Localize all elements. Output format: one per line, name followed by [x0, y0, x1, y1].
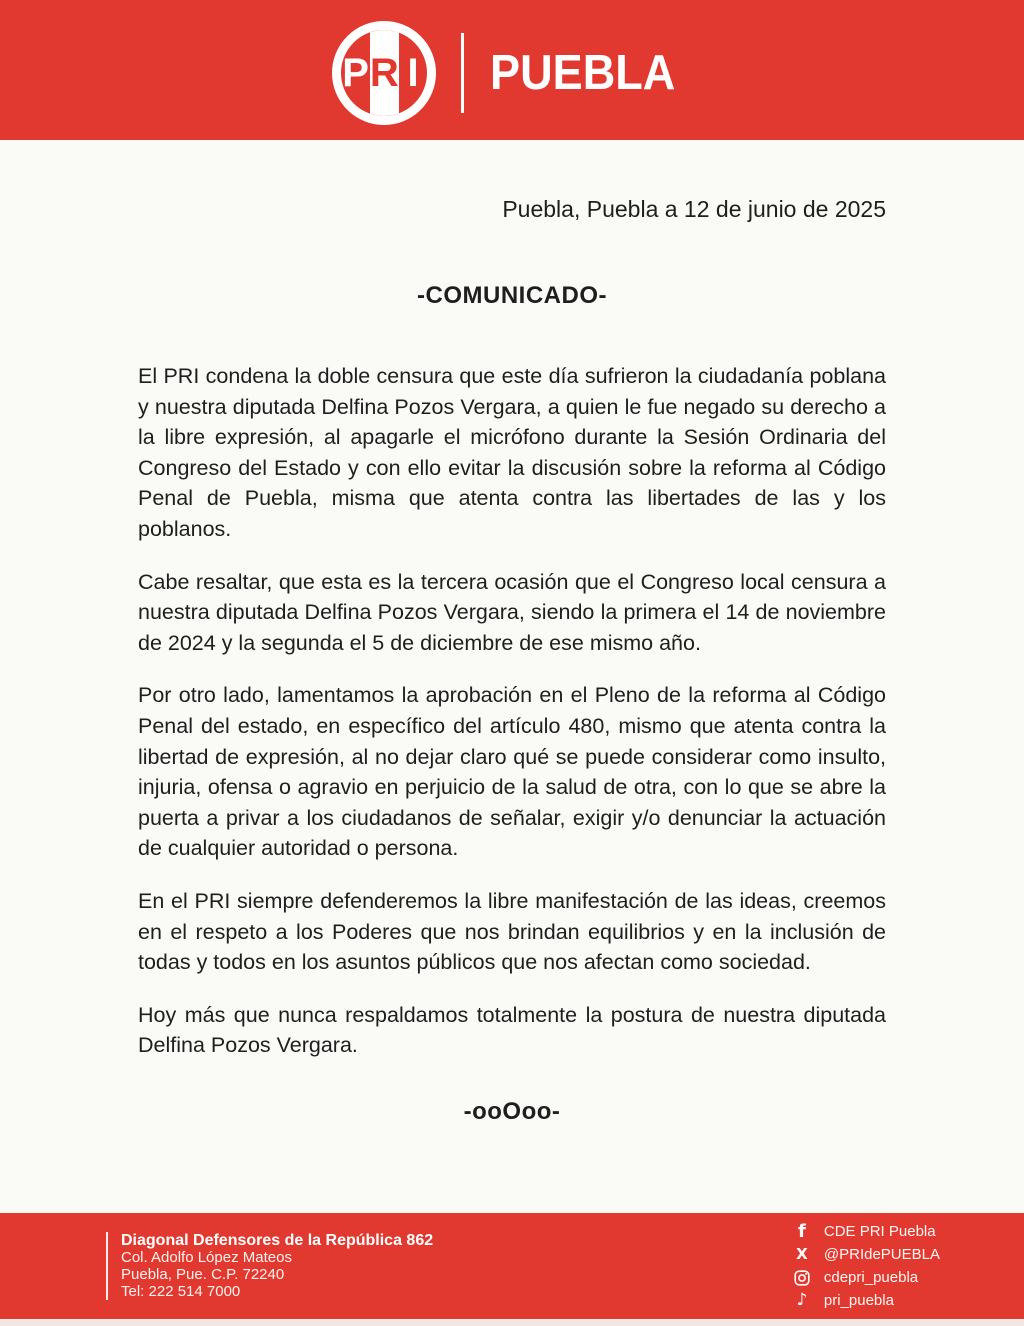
comunicado-title: -COMUNICADO-: [417, 282, 607, 309]
page-bottom-edge: [0, 1319, 1024, 1326]
instagram-icon: [792, 1269, 812, 1286]
pri-logo-icon: [332, 21, 436, 125]
paragraph-5: Hoy más que nunca respaldamos totalmente la postura de nuestra diputada Delfina Pozos Vergara.: [138, 1002, 886, 1058]
footer-band: [0, 1213, 1024, 1319]
address-block: [106, 1232, 433, 1300]
address-neighborhood: Col. Adolfo López Mateos: [121, 1249, 292, 1266]
instagram-handle: cdepri_puebla: [823, 1269, 919, 1286]
paragraph-4: En el PRI siempre defenderemos la libre manifestación de las ideas, creemos en el respeto a los Poderes que nos brindan equilibrios y en la inclusión de todas y todos en los asuntos públicos que nos afectan como sociedad.: [138, 888, 886, 975]
address-street: Diagonal Defensores de la República 862: [121, 1232, 434, 1249]
logo-separator: [461, 33, 464, 113]
header-band: [0, 0, 1024, 140]
logo-letter-i: I: [407, 51, 419, 95]
letter-body: [0, 140, 1024, 1213]
paragraph-2: Cabe resaltar, que esta es la tercera ocasión que el Congreso local censura a nuestra diputada Delfina Pozos Vergara, siendo la primera el 14 de noviembre de 2024 y la segunda el 5 de diciembre de ese mismo año.: [138, 569, 886, 655]
social-list: [792, 1220, 940, 1310]
x-handle: @PRIdePUEBLA: [823, 1246, 940, 1263]
brand-region-name: PUEBLA: [490, 45, 676, 100]
address-city-zip: Puebla, Pue. C.P. 72240: [121, 1266, 285, 1283]
footer: [0, 1213, 1024, 1326]
paragraph-1: El PRI condena la doble censura que este día sufrieron la ciudadanía poblana y nuestra diputada Delfina Pozos Vergara, a quien le fue negado su derecho a la libre expresión, al apagarle el micrófono durante la Sesión Ordinaria del Congreso del Estado y con ello evitar la discusión sobre la reforma al Código Penal de Puebla, misma que atenta contra las libertades de las y los poblanos.: [138, 364, 886, 541]
tiktok-icon: ♪: [796, 1290, 808, 1310]
pri-puebla-brand: [332, 21, 691, 125]
facebook-handle: CDE PRI Puebla: [823, 1223, 936, 1240]
paragraph-3: Por otro lado, lamentamos la aprobación en el Pleno de la reforma al Código Penal del estado, en específico del artículo 480, mismo que atenta contra la libertad de expresión, al no dejar claro qué se puede considerar como insulto, injuria, ofensa o agravio en perjuicio de la salud de otra, con lo que se abre la puerta a privar a los ciudadanos de señalar, exigir y/o denunciar la actuación de cualquier autoridad o persona.: [138, 683, 886, 861]
address-phone: Tel: 222 514 7000: [121, 1283, 241, 1300]
logo-letter-p: P: [342, 51, 369, 95]
body-paragraphs: [138, 361, 886, 1061]
tiktok-handle: pri_puebla: [823, 1292, 894, 1309]
facebook-icon: f: [797, 1220, 806, 1242]
x-icon: X: [796, 1245, 808, 1263]
dateline: Puebla, Puebla a 12 de junio de 2025: [502, 196, 886, 222]
logo-letter-r: R: [370, 30, 399, 116]
closing-mark: -ooOoo-: [463, 1097, 561, 1125]
